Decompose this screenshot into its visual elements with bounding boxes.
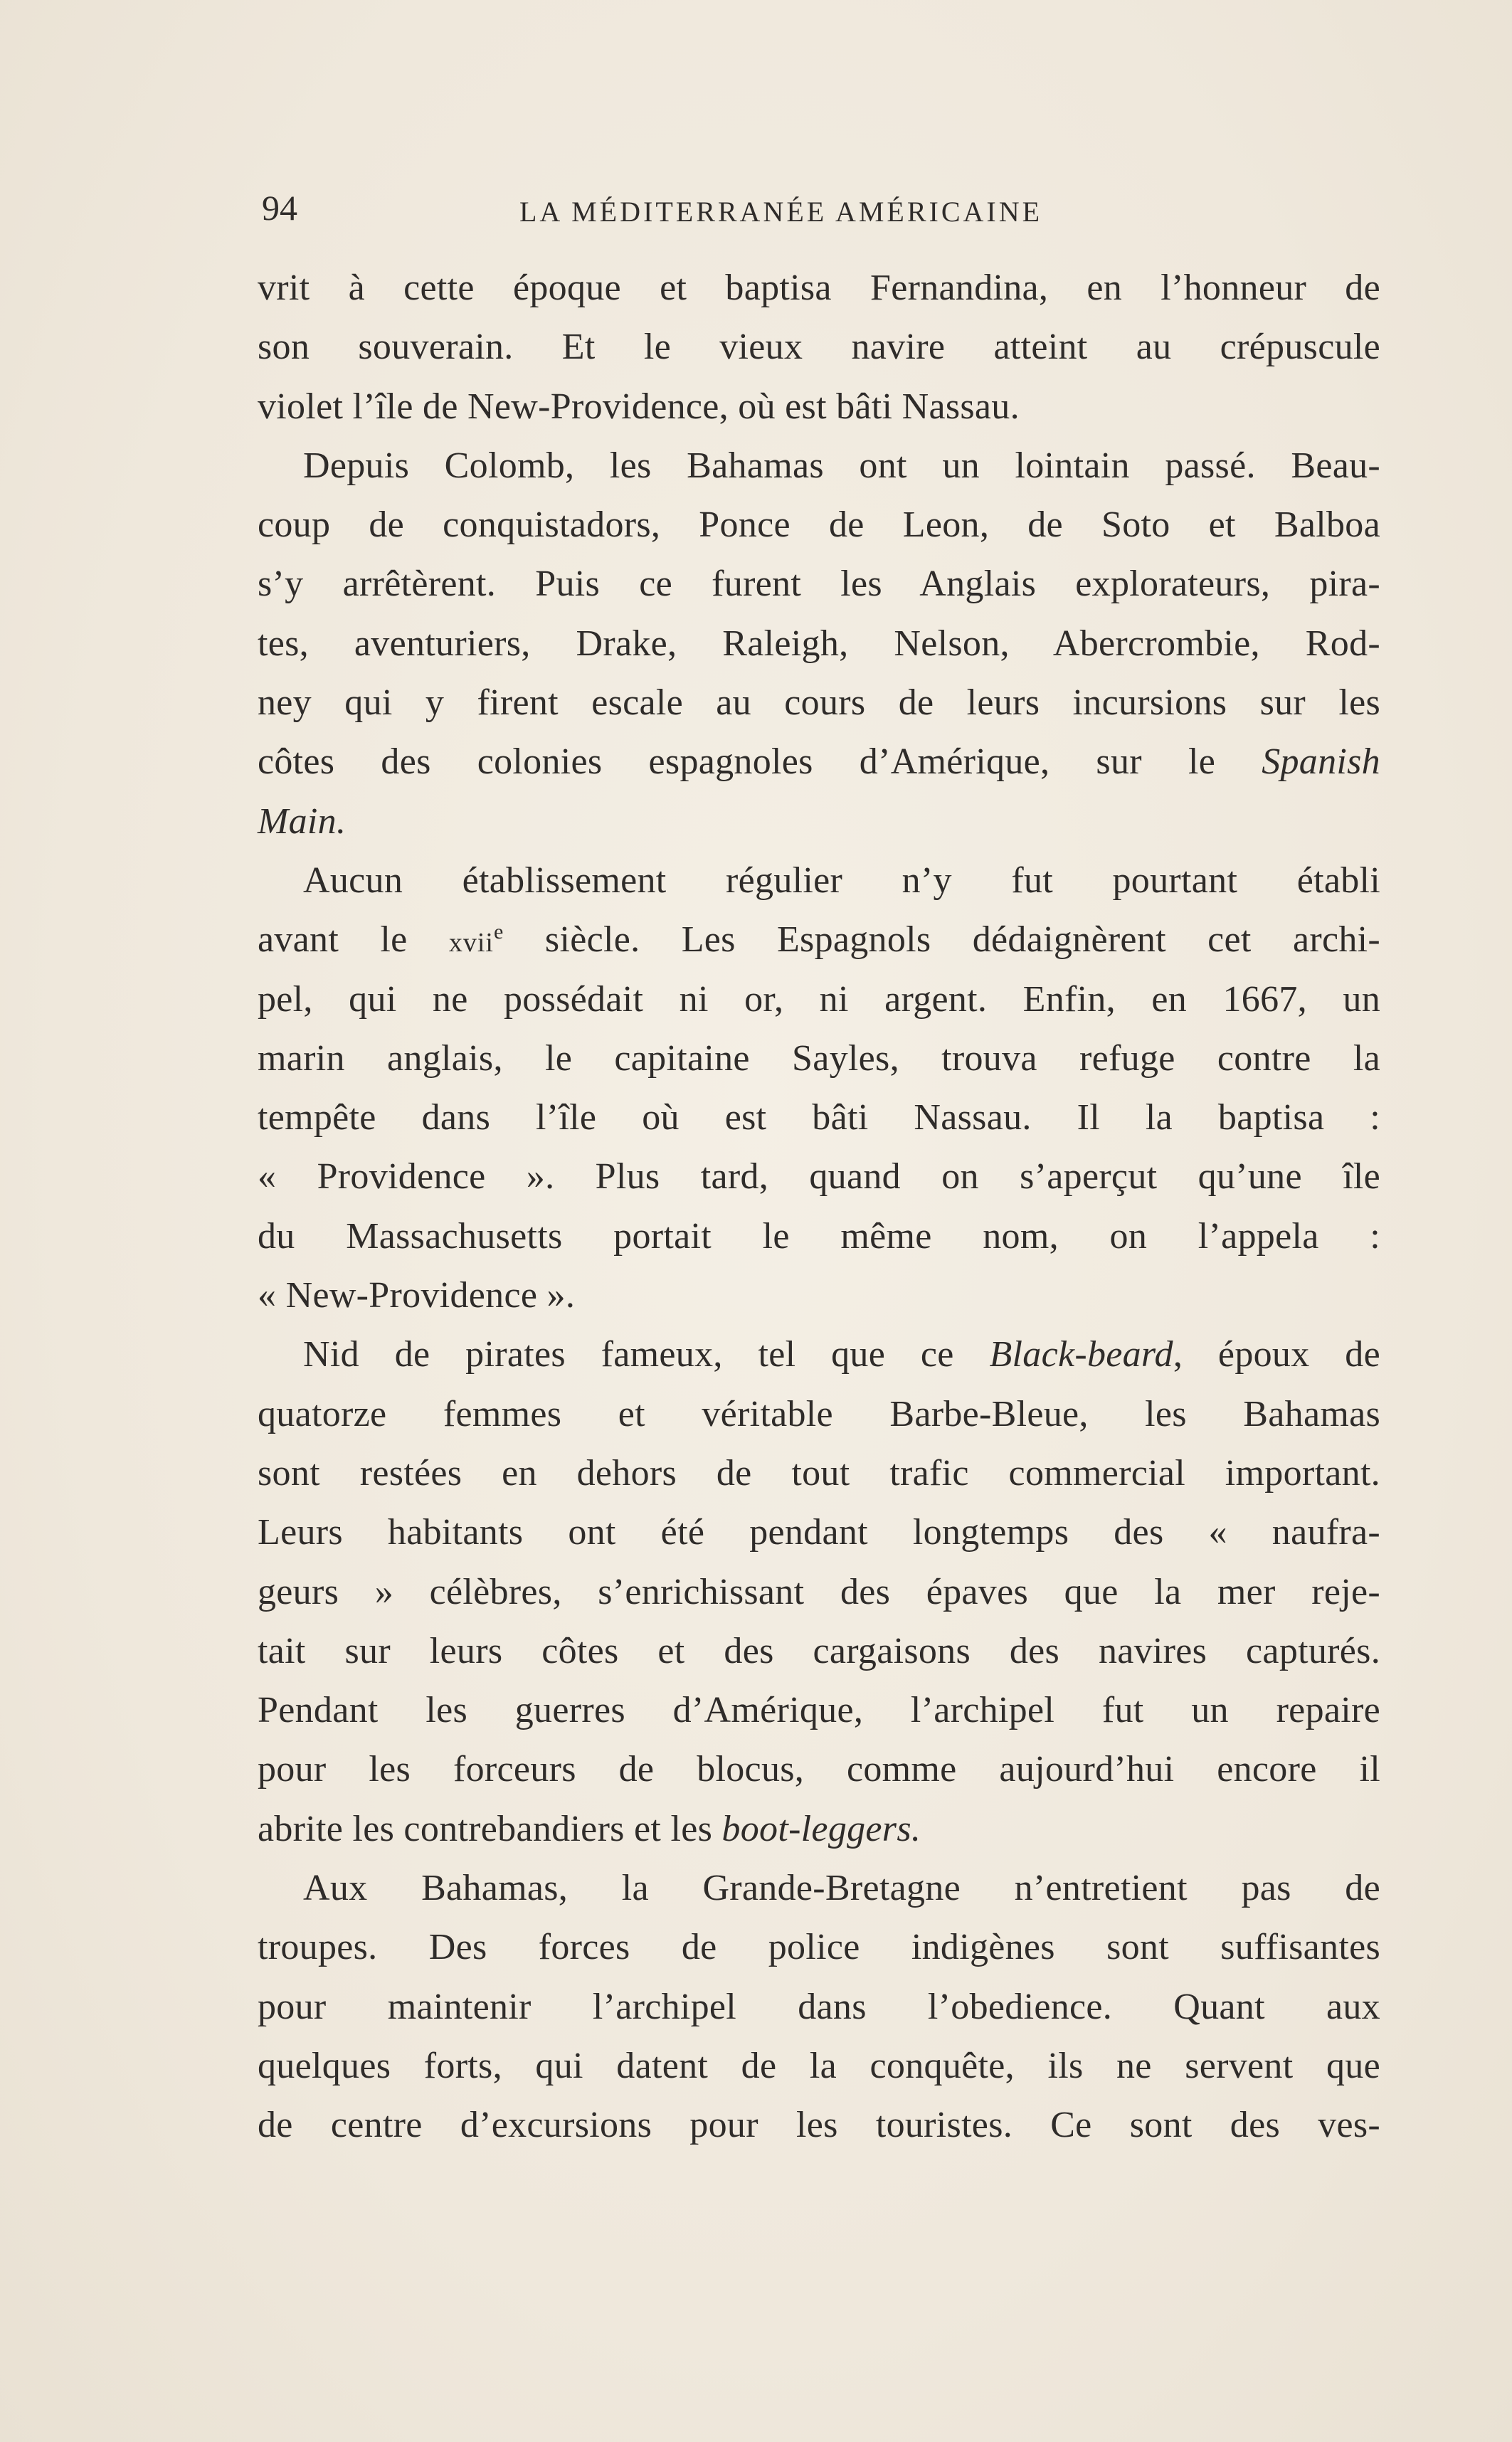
text-segment: , époux de <box>1173 1334 1380 1375</box>
running-head <box>262 186 1373 229</box>
text-line: pour maintenir l’archipel dans l’obedience. Quant aux <box>258 1986 1380 2027</box>
text-segment: côtes des colonies espagnoles d’Amérique, sur le <box>258 741 1216 783</box>
page-number: 94 <box>262 188 297 228</box>
text-line: « New-Providence ». <box>258 1275 576 1316</box>
text-segment: avant le <box>258 919 408 961</box>
text-line <box>258 792 1380 851</box>
text-line: marin anglais, le capitaine Sayles, trouva refuge contre la <box>258 1037 1380 1079</box>
text-line: tait sur leurs côtes et des cargaisons des navires capturés. <box>258 1630 1380 1671</box>
text-line: du Massachusetts portait le même nom, on l’appela : <box>258 1215 1380 1257</box>
italic-term: Spanish <box>1262 741 1380 783</box>
text-segment: siècle. Les Espagnols dédaignèrent cet archi- <box>544 919 1381 961</box>
text-line-with-italic <box>258 1799 1380 1859</box>
text-line: violet l’île de New-Providence, où est bâti Nassau. <box>258 386 1020 427</box>
text-line-with-italic <box>258 732 1380 791</box>
text-line: coup de conquistadors, Ponce de Leon, de Soto et Balboa <box>258 504 1380 546</box>
text-line: ney qui y firent escale au cours de leurs incursions sur les <box>258 682 1380 724</box>
text-line: quelques forts, qui datent de la conquête, ils ne servent que <box>258 2045 1380 2086</box>
text-line: pour les forceurs de blocus, comme aujourd’hui encore il <box>258 1749 1380 1790</box>
text-line: son souverain. Et le vieux navire atteint au crépuscule <box>258 327 1380 368</box>
text-line: tempête dans l’île où est bâti Nassau. Il la baptisa : <box>258 1097 1380 1138</box>
text-line: tes, aventuriers, Drake, Raleigh, Nelson, Abercrombie, Rod- <box>258 623 1380 664</box>
text-line-with-century <box>258 910 1380 969</box>
century-suffix: e <box>493 920 504 944</box>
text-line: Leurs habitants ont été pendant longtemps des « naufra- <box>258 1512 1380 1553</box>
century-numeral: xvii <box>448 928 494 958</box>
text-line: quatorze femmes et véritable Barbe-Bleue, les Bahamas <box>258 1393 1380 1434</box>
italic-term: Black-beard <box>989 1334 1173 1375</box>
text-line: troupes. Des forces de police indigènes sont suffisantes <box>258 1927 1380 1968</box>
text-line-with-italic <box>258 1325 1380 1384</box>
text-segment: abrite les contrebandiers et les <box>258 1808 713 1849</box>
text-line: de centre d’excursions pour les touristes. Ce sont des ves- <box>258 2105 1380 2146</box>
text-segment: Nid de pirates fameux, tel que ce <box>303 1334 954 1375</box>
text-line: Aux Bahamas, la Grande-Bretagne n’entretient pas de <box>303 1868 1380 1909</box>
text-line: Pendant les guerres d’Amérique, l’archipel fut un repaire <box>258 1690 1380 1731</box>
text-line: vrit à cette époque et baptisa Fernandina, en l’honneur de <box>258 268 1380 308</box>
italic-term: boot-leggers. <box>721 1808 921 1849</box>
text-line: pel, qui ne possédait ni or, ni argent. Enfin, en 1667, un <box>258 978 1380 1020</box>
text-line: « Providence ». Plus tard, quand on s’aperçut qu’une île <box>258 1156 1380 1198</box>
text-line: Aucun établissement régulier n’y fut pourtant établi <box>303 860 1380 901</box>
text-line: Depuis Colomb, les Bahamas ont un lointain passé. Beau- <box>303 445 1380 486</box>
italic-term: Main. <box>258 800 347 842</box>
text-line: geurs » célèbres, s’enrichissant des épaves que la mer reje- <box>258 1571 1380 1612</box>
text-line: sont restées en dehors de tout trafic commercial important. <box>258 1452 1380 1494</box>
body-text <box>258 258 1380 2155</box>
text-line: s’y arrêtèrent. Puis ce furent les Anglais explorateurs, pira- <box>258 564 1380 605</box>
running-title: LA MÉDITERRANÉE AMÉRICAINE <box>519 196 1043 228</box>
